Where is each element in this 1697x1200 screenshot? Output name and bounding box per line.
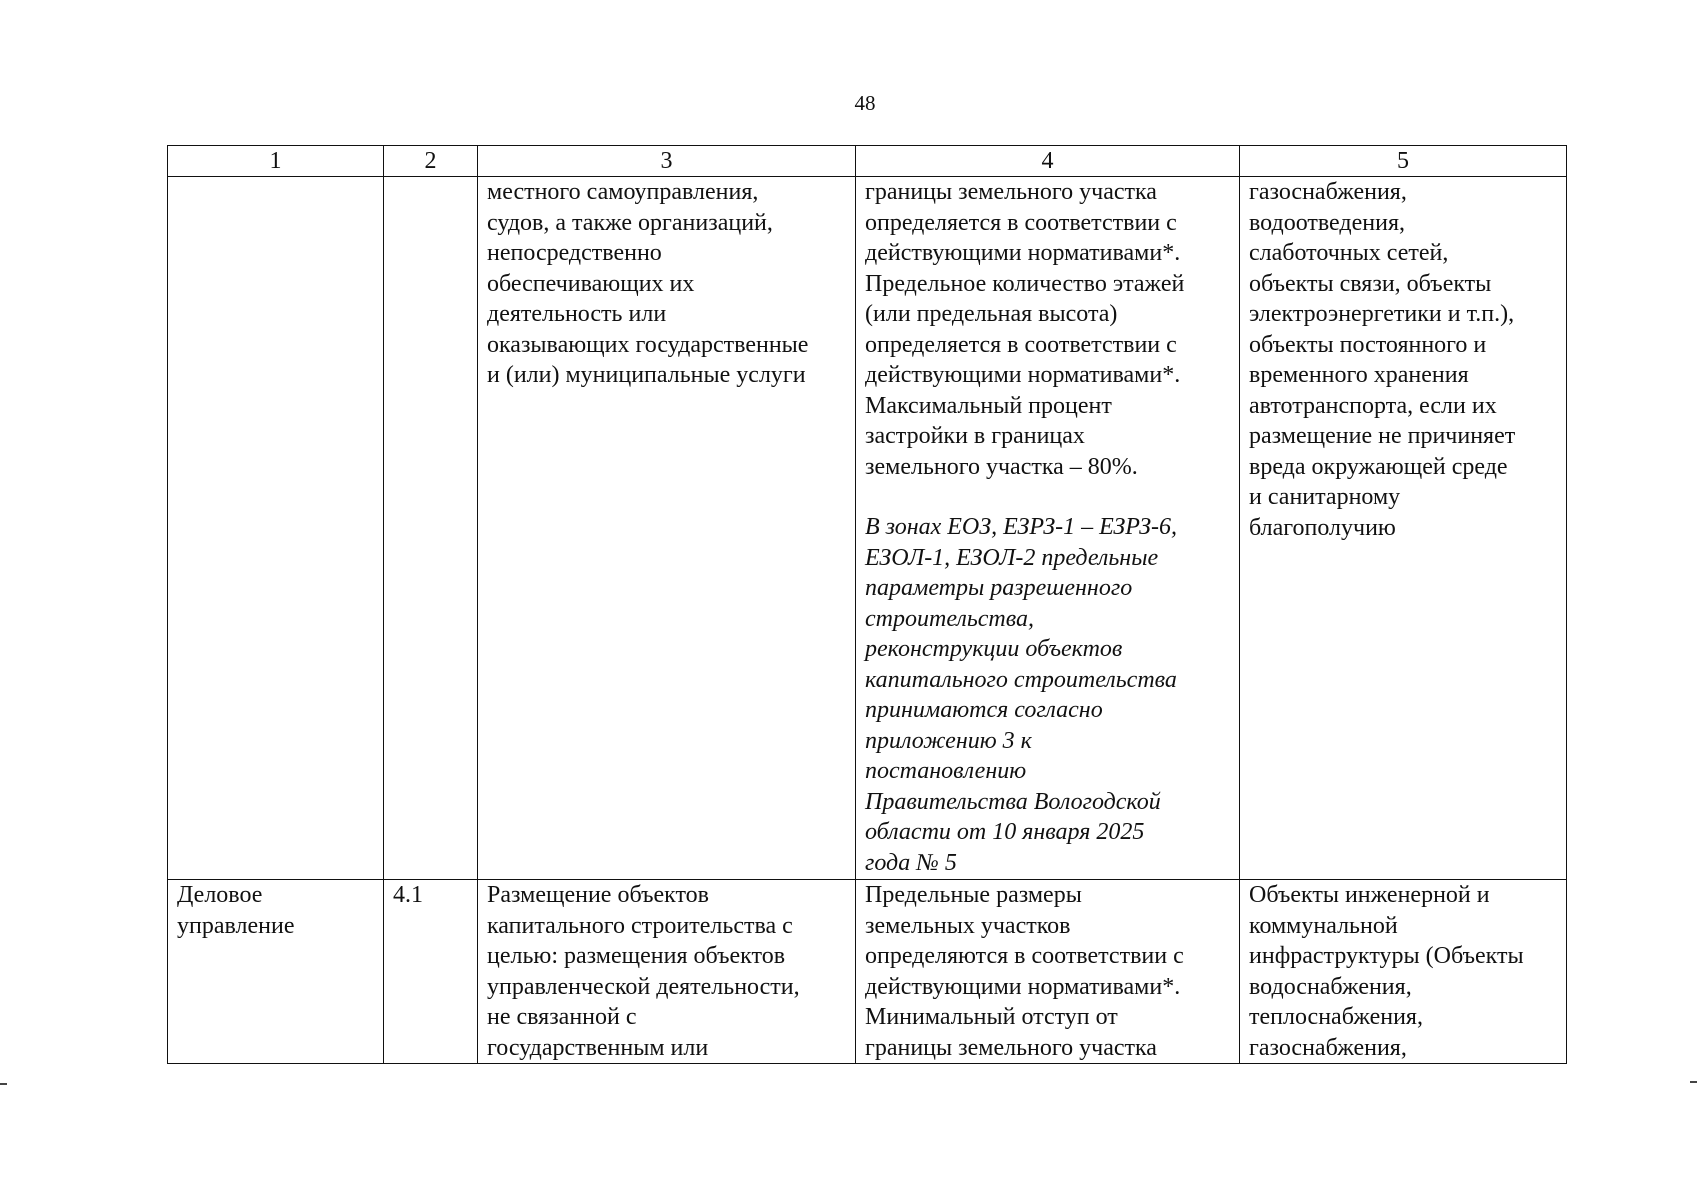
text-line: управление <box>177 912 295 939</box>
cell-description <box>478 880 856 1064</box>
text-line: капитального строительства с <box>487 912 793 939</box>
text-line: слаботочных сетей, <box>1249 240 1449 266</box>
text-line: (или предельная высота) <box>865 301 1118 327</box>
text-line: благополучию <box>1249 514 1396 541</box>
text-line: местного самоуправления, <box>487 179 759 205</box>
text-line: определяется в соответствии с <box>865 209 1177 236</box>
text-line: Предельное количество этажей <box>865 270 1185 297</box>
text-line: не связанной с <box>487 1004 637 1030</box>
text-line: газоснабжения, <box>1249 1034 1407 1061</box>
text-line: действующими нормативами*. <box>865 240 1181 266</box>
table-row <box>168 177 1567 880</box>
cell-auxiliary-uses <box>1240 880 1567 1064</box>
text-line: Минимальный отступ от <box>865 1004 1118 1030</box>
scan-edge-mark-right <box>1690 1081 1697 1083</box>
text-line: вреда окружающей среде <box>1249 453 1508 480</box>
text-line: электроэнергетики и т.п.), <box>1249 301 1515 327</box>
cell-parameters <box>856 177 1240 880</box>
text-line: Размещение объектов <box>487 882 709 908</box>
text-line: реконструкции объектов <box>865 636 1123 662</box>
land-use-table <box>167 145 1567 1064</box>
text-line: Предельные размеры <box>865 882 1082 908</box>
text-line: определяется в соответствии с <box>865 331 1177 358</box>
text-line: принимаются согласно <box>865 697 1103 723</box>
scan-edge-mark-left <box>0 1083 7 1085</box>
cell-code <box>384 177 478 880</box>
text-line: определяются в соответствии с <box>865 943 1184 969</box>
text-line: и (или) муниципальные услуги <box>487 362 806 388</box>
text-line: целью: размещения объектов <box>487 943 786 969</box>
text-line: оказывающих государственные <box>487 331 809 358</box>
column-header-1: 1 <box>168 146 384 177</box>
text-line: действующими нормативами*. <box>865 362 1181 388</box>
text-line: инфраструктуры (Объекты <box>1249 943 1524 969</box>
text-line: теплоснабжения, <box>1249 1004 1423 1030</box>
cell-code <box>384 880 478 1064</box>
column-header-4: 4 <box>856 146 1240 177</box>
cell-parameters <box>856 880 1240 1064</box>
text-line: обеспечивающих их <box>487 270 695 297</box>
text-line: размещение не причиняет <box>1249 423 1516 449</box>
text-line: объекты постоянного и <box>1249 331 1487 358</box>
text-line: непосредственно <box>487 240 662 266</box>
column-header-5: 5 <box>1240 146 1567 177</box>
text-line: параметры разрешенного <box>865 575 1133 601</box>
text-line: действующими нормативами*. <box>865 973 1181 1000</box>
cell-use-type <box>168 880 384 1064</box>
cell-description <box>478 177 856 880</box>
text-line: газоснабжения, <box>1249 179 1407 205</box>
text-line: Деловое <box>177 882 263 908</box>
text-line: застройки в границах <box>865 423 1085 449</box>
text-line: В зонах ЕОЗ, ЕЗРЗ-1 – ЕЗРЗ-6, <box>865 514 1178 540</box>
text-line: границы земельного участка <box>865 179 1157 205</box>
text-line: земельного участка – 80%. <box>865 453 1138 480</box>
text-line: деятельность или <box>487 301 667 327</box>
text-line: Максимальный процент <box>865 392 1112 419</box>
text-line: ЕЗОЛ-1, ЕЗОЛ-2 предельные <box>865 544 1159 571</box>
text-line: автотранспорта, если их <box>1249 392 1497 419</box>
text-line: объекты связи, объекты <box>1249 270 1492 297</box>
table-row <box>168 880 1567 1064</box>
text-line: постановлению <box>865 758 1027 784</box>
text-line: года № 5 <box>865 849 957 876</box>
text-line: водоснабжения, <box>1249 973 1412 1000</box>
text-line: водоотведения, <box>1249 209 1405 236</box>
text-line: границы земельного участка <box>865 1034 1157 1061</box>
table-header-row <box>168 146 1567 177</box>
text-line: коммунальной <box>1249 912 1398 939</box>
text-line: приложению 3 к <box>865 727 1032 754</box>
text-line: области от 10 января 2025 <box>865 819 1145 845</box>
page-number: 48 <box>854 91 876 115</box>
text-line: управленческой деятельности, <box>487 973 800 1000</box>
text-line: 4.1 <box>393 882 423 908</box>
text-line: Объекты инженерной и <box>1249 882 1490 908</box>
text-line: временного хранения <box>1249 362 1469 388</box>
column-header-3: 3 <box>478 146 856 177</box>
text-line: капитального строительства <box>865 666 1177 693</box>
parameters-italic-note <box>865 512 1230 878</box>
text-line: и санитарному <box>1249 484 1401 510</box>
text-line: судов, а также организаций, <box>487 209 773 236</box>
column-header-2: 2 <box>384 146 478 177</box>
cell-use-type <box>168 177 384 880</box>
parameters-text <box>865 177 1230 482</box>
text-line: Правительства Вологодской <box>865 788 1161 815</box>
cell-auxiliary-uses <box>1240 177 1567 880</box>
text-line: земельных участков <box>865 912 1071 939</box>
text-line: строительства, <box>865 605 1034 632</box>
text-line: государственным или <box>487 1034 709 1061</box>
